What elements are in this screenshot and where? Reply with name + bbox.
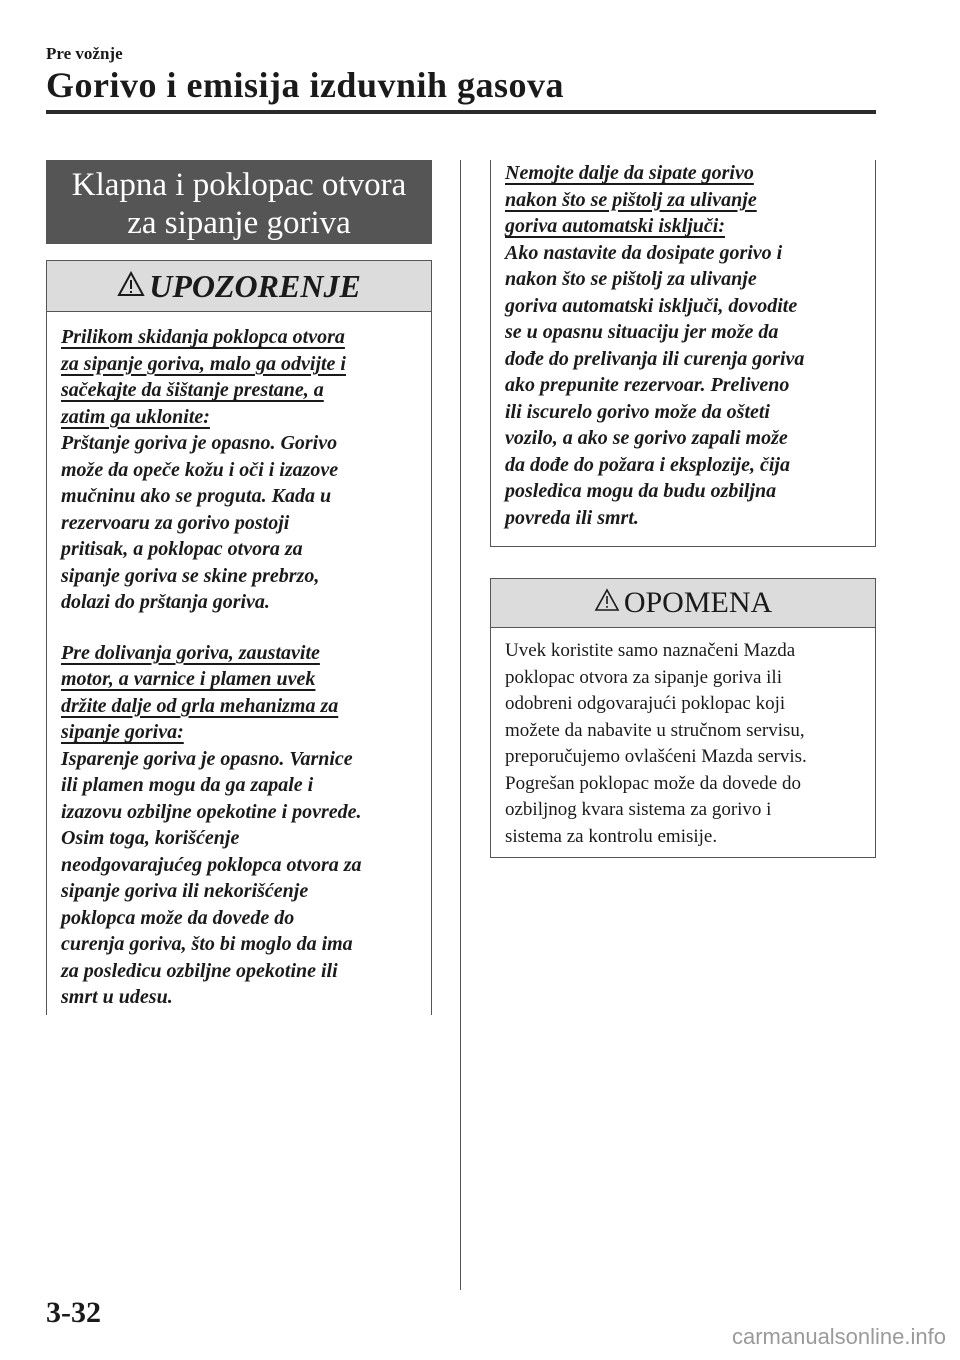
warning-line: nakon što se pištolj za ulivanje — [505, 268, 757, 290]
banner-line-1: Klapna i poklopac otvora — [71, 167, 407, 203]
caution-line: odobreni odgovarajući poklopac koji — [505, 693, 786, 714]
warning-line: rezervoaru za gorivo postoji — [61, 511, 290, 534]
warning-line: nakon što se pištolj za ulivanje — [505, 188, 757, 211]
warning-line: za sipanje goriva, malo ga odvijte i — [61, 352, 346, 375]
warning-line: Prilikom skidanja poklopca otvora — [61, 326, 345, 348]
warning-line: vozilo, a ako se gorivo zapali može — [505, 427, 788, 449]
warning-line: Osim toga, korišćenje — [61, 827, 240, 849]
warning-line: Prštanje goriva je opasno. Gorivo — [61, 432, 338, 454]
section-label: Pre vožnje — [46, 44, 123, 63]
warning-line: ako prepunite rezervoar. Preliveno — [505, 374, 790, 396]
page-number: 3-32 — [46, 1296, 101, 1329]
caution-title: OPOMENA — [623, 586, 773, 619]
warning-line: dolazi do prštanja goriva. — [61, 591, 270, 613]
warning-line: smrt u udesu. — [61, 986, 173, 1008]
warning-line: ili iscurelo gorivo može da ošteti — [505, 400, 770, 423]
warning-triangle-icon — [117, 268, 145, 305]
caution-line: ozbiljnog kvara sistema za gorivo i — [505, 799, 772, 820]
header-rule — [46, 110, 876, 114]
caution-header — [491, 579, 875, 628]
warning-body — [47, 312, 431, 1011]
warning-line: goriva automatski isključi: — [505, 215, 726, 237]
caution-box — [490, 578, 876, 858]
warning-line: da dođe do požara i eksplozije, čija — [505, 453, 790, 476]
caution-line: Uvek koristite samo naznačeni Mazda — [505, 640, 796, 661]
warning-line: sipanje goriva: — [61, 721, 184, 743]
caution-line: sistema za kontrolu emisije. — [505, 825, 718, 847]
warning-line: Pre dolivanja goriva, zaustavite — [61, 641, 320, 664]
warning-line: poklopca može da dovede do — [61, 906, 295, 929]
warning-line: povreda ili smrt. — [505, 506, 639, 529]
warning-line: dođe do prelivanja ili curenja goriva — [505, 347, 805, 370]
warning-line: izazovu ozbiljne opekotine i povrede. — [61, 800, 362, 823]
warning-header — [47, 260, 431, 312]
warning-line: sipanje goriva ili nekorišćenje — [61, 880, 309, 902]
warning-line: neodgovarajućeg poklopca otvora za — [61, 853, 362, 876]
caution-line: poklopac otvora za sipanje goriva ili — [505, 666, 782, 688]
caution-triangle-icon — [594, 586, 620, 620]
caution-line: Pogrešan poklopac može da dovede do — [505, 772, 801, 794]
warning-line: može da opeče kožu i oči i izazove — [61, 458, 339, 481]
section-banner — [46, 160, 432, 244]
warning-line: curenja goriva, što bi moglo da ima — [61, 933, 353, 955]
warning-line: Nemojte dalje da sipate gorivo — [505, 162, 754, 184]
warning-line: se u opasnu situaciju jer može da — [505, 321, 779, 343]
warning-line: mučninu ako se proguta. Kada u — [61, 485, 332, 507]
caution-line: možete da nabavite u stručnom servisu, — [505, 719, 805, 741]
watermark: carmanualsonline.info — [731, 1324, 946, 1349]
banner-line-2: za sipanje goriva — [127, 205, 351, 241]
page-title: Gorivo i emisija izduvnih gasova — [46, 65, 565, 105]
warning-title: UPOZORENJE — [149, 267, 361, 304]
warning-box — [46, 260, 432, 1015]
warning-box-continued — [490, 160, 876, 547]
warning-line: motor, a varnice i plamen uvek — [61, 668, 316, 690]
warning-line: Ako nastavite da dosipate gorivo i — [505, 241, 783, 264]
warning-line: ili plamen mogu da ga zapale i — [61, 774, 314, 796]
warning-line: sipanje goriva se skine prebrzo, — [61, 564, 320, 587]
caution-body — [491, 628, 875, 850]
warning-line: posledica mogu da budu ozbiljna — [505, 480, 777, 502]
paragraph-gap — [61, 616, 417, 640]
column-divider — [460, 160, 461, 1290]
caution-line: preporučujemo ovlašćeni Mazda servis. — [505, 746, 807, 767]
warning-line: pritisak, a poklopac otvora za — [61, 538, 303, 560]
warning-line: za posledicu ozbiljne opekotine ili — [61, 959, 338, 982]
warning-line: sačekajte da šištanje prestane, a — [61, 379, 324, 401]
warning-line: goriva automatski isključi, dovodite — [505, 294, 798, 317]
warning-line: držite dalje od grla mehanizma za — [61, 694, 339, 717]
warning-line: Isparenje goriva je opasno. Varnice — [61, 747, 353, 770]
warning-line: zatim ga uklonite: — [61, 405, 210, 428]
